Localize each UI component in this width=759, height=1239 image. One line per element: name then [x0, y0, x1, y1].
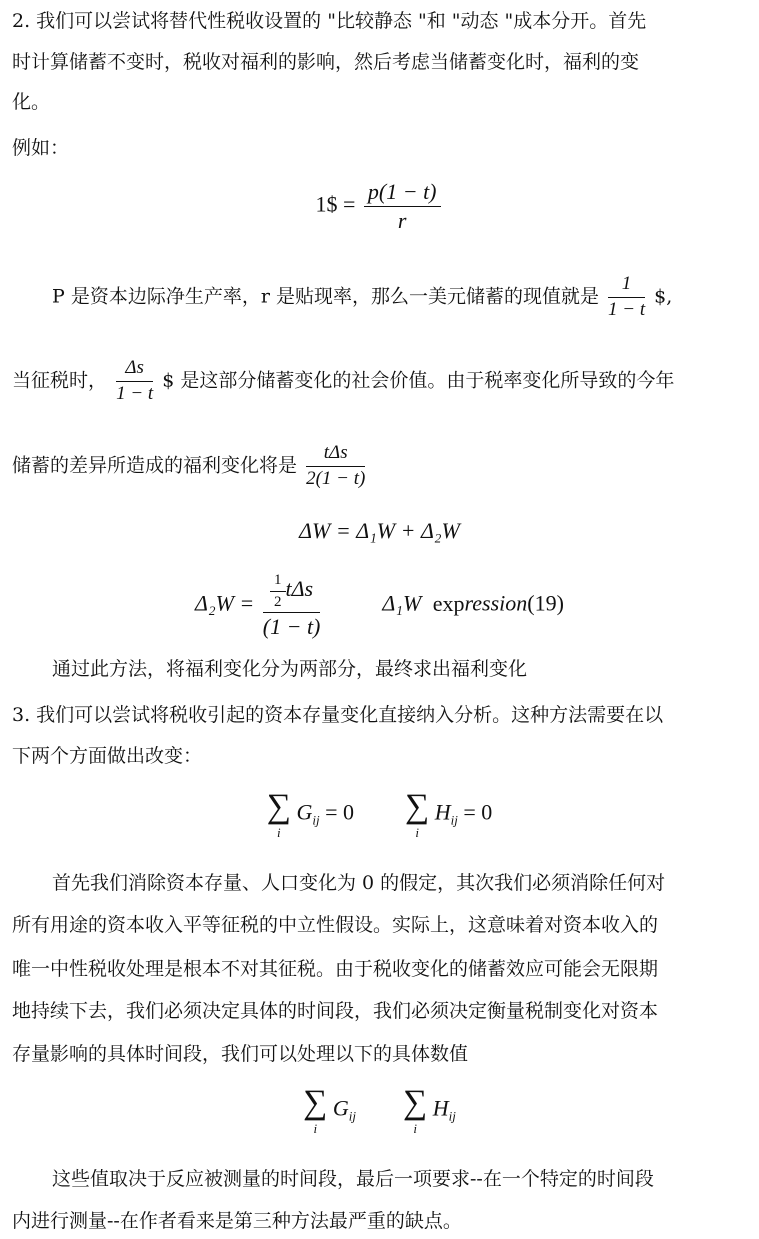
text-tax-prefix: 当征税时， [12, 369, 108, 392]
eq3-right-word-b: ression [464, 590, 528, 616]
eq4-h-equals: = 0 [463, 799, 493, 825]
text-method-summary: 通过此方法，将福利变化分为两部分，最终求出福利变化 [52, 658, 528, 680]
equation-delta2-w [0, 572, 759, 639]
equation-present-value [0, 180, 759, 233]
eq5-sigma-h: ∑ [403, 1084, 428, 1121]
eq3-equation-number: (19) [527, 590, 564, 616]
text-tax-suffix: $ 是这部分储蓄变化的社会价值。由于税率变化所导致的今年 [162, 369, 675, 392]
eq5-index-g: i [313, 1121, 318, 1136]
eq4-index-g: i [277, 825, 281, 840]
eq5-h-sub: ij [448, 1108, 456, 1124]
eq1-denominator: r [397, 208, 407, 234]
eq3-numerator-rest: tΔs [285, 576, 314, 602]
eq4-g-var: G [296, 799, 313, 825]
text-p-fraction [608, 274, 645, 321]
eq5-g-sub: ij [348, 1108, 356, 1124]
text-diff-prefix: 储蓄的差异所造成的福利变化将是 [12, 454, 298, 477]
text-marginal-product [52, 274, 759, 321]
text-savings-difference [12, 443, 752, 490]
equation-sums [0, 1086, 759, 1135]
eq4-index-h: i [415, 825, 419, 840]
para3-line1: 3. 我们可以尝试将税收引起的资本存量变化直接纳入分析。这种方法需要在以 [12, 704, 664, 726]
eq3-half-numerator: 1 [270, 572, 286, 592]
eq5-index-h: i [413, 1121, 417, 1136]
para3-line2: 下两个方面做出改变： [12, 745, 203, 767]
eq5-g-var: G [332, 1095, 349, 1121]
eq3-denominator: (1 − t) [262, 614, 321, 639]
eq5-sum-g [303, 1086, 327, 1135]
example-label: 例如： [12, 137, 70, 159]
text-when-taxed [12, 358, 752, 405]
eq5-sigma-g: ∑ [303, 1084, 328, 1121]
para4-line2: 所有用途的资本收入平等征税的中立性假设。实际上，这意味着对资本收入的 [12, 914, 659, 936]
eq4-h-sub: ij [450, 812, 458, 828]
eq4-g-equals: = 0 [325, 799, 354, 825]
text-p-prefix: P 是资本边际净生产率，r 是贴现率，那么一美元储蓄的现值就是 [52, 285, 599, 308]
eq5-h-var: H [432, 1095, 449, 1121]
equation-delta-w: ΔW = Δ₁W + Δ₂W [299, 518, 460, 543]
para4-line3: 唯一中性税收处理是根本不对其征税。由于税收变化的储蓄效应可能会无限期 [12, 958, 659, 980]
eq3-right-variable: Δ₁W [382, 590, 422, 616]
eq4-sum-h [405, 790, 429, 839]
para5-line2: 内进行测量--在作者看来是第三种方法最严重的缺点。 [12, 1210, 462, 1232]
eq4-sigma-h: ∑ [405, 788, 430, 825]
eq3-half-fraction [270, 572, 286, 610]
para4-line5: 存量影响的具体时间段，我们可以处理以下的具体数值 [12, 1043, 469, 1065]
para5-line1: 这些值取决于反应被测量的时间段，最后一项要求--在一个特定的时间段 [52, 1168, 654, 1190]
eq4-sum-g [267, 790, 291, 839]
text-tax-denominator: 1 − t [116, 382, 154, 404]
eq1-fraction [364, 180, 441, 233]
para2-line1: 2. 我们可以尝试将替代性税收设置的 "比较静态 "和 "动态 "成本分开。首先 [12, 10, 647, 32]
text-tax-numerator: Δs [116, 358, 153, 382]
eq5-sum-h [403, 1086, 427, 1135]
eq3-half-denominator: 2 [274, 593, 282, 610]
eq1-numerator: p(1 − t) [364, 180, 441, 207]
eq3-lhs: Δ₂W = [195, 590, 255, 616]
text-diff-fraction [306, 443, 365, 490]
eq3-fraction [263, 572, 321, 639]
text-p-suffix: $, [654, 285, 673, 308]
para2-line2: 时计算储蓄不变时，税收对福利的影响，然后考虑当储蓄变化时，福利的变 [12, 51, 640, 73]
eq1-lhs: 1$ = [315, 191, 356, 217]
text-p-denominator: 1 − t [608, 298, 646, 320]
equation-sums-zero [0, 790, 759, 839]
text-diff-denominator: 2(1 − t) [306, 467, 366, 489]
eq3-numerator [263, 572, 321, 613]
eq3-right-word-a: exp [432, 590, 465, 616]
para4-line4: 地持续下去，我们必须决定具体的时间段，我们必须决定衡量税制变化对资本 [12, 1000, 659, 1022]
eq4-h-var: H [434, 799, 451, 825]
text-p-numerator: 1 [608, 274, 645, 298]
eq4-sigma-g: ∑ [266, 788, 291, 825]
eq4-g-sub: ij [312, 812, 320, 828]
para2-line3: 化。 [12, 91, 51, 113]
para4-line1: 首先我们消除资本存量、人口变化为 0 的假定，其次我们必须消除任何对 [52, 872, 666, 894]
text-tax-fraction [116, 358, 153, 405]
text-diff-numerator: tΔs [306, 443, 365, 467]
